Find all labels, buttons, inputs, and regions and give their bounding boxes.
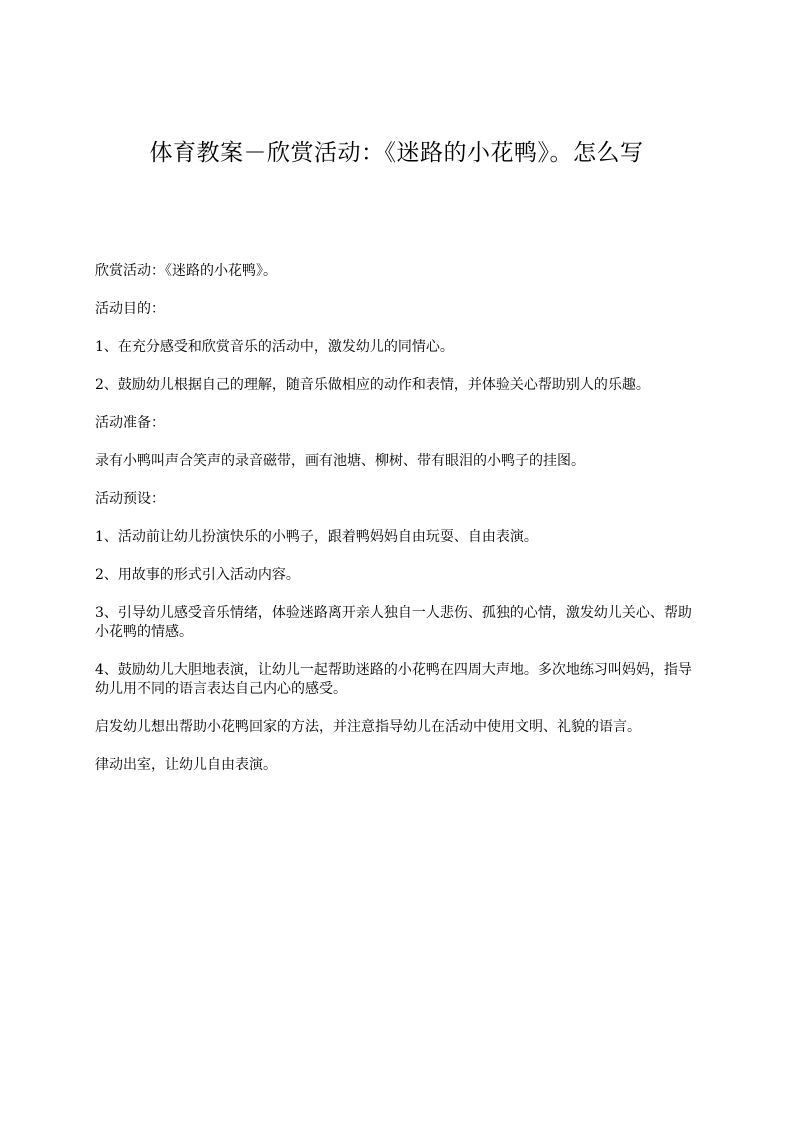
heading-preparation: 活动准备：	[95, 415, 165, 431]
heading-plan: 活动预设：	[95, 491, 165, 507]
document-title: 体育教案－欣赏活动：《迷路的小花鸭》。怎么写	[149, 140, 644, 166]
plan-item-5: 启发幼儿想出帮助小花鸭回家的方法，并注意指导幼儿在活动中使用文明、礼貌的语言。	[95, 719, 641, 735]
document-body	[95, 262, 705, 794]
preparation-text: 录有小鸭叫声合笑声的录音磁带，画有池塘、柳树、带有眼泪的小鸭子的挂图。	[95, 453, 585, 469]
paragraph-intro: 欣赏活动：《迷路的小花鸭》。	[95, 263, 277, 279]
plan-item-4: 4、鼓励幼儿大胆地表演，让幼儿一起帮助迷路的小花鸭在四周大声地。多次地练习叫妈妈，指导幼儿用不同的语言表达自己内心的感受。	[95, 662, 692, 697]
closing-text: 律动出室，让幼儿自由表演。	[95, 757, 277, 773]
goal-item-2: 2、鼓励幼儿根据自己的理解，随音乐做相应的动作和表情，并体验关心帮助别人的乐趣。	[95, 377, 650, 393]
heading-goals: 活动目的：	[95, 301, 165, 317]
plan-item-2: 2、用故事的形式引入活动内容。	[95, 567, 300, 583]
plan-item-1: 1、活动前让幼儿扮演快乐的小鸭子，跟着鸭妈妈自由玩耍、自由表演。	[95, 529, 538, 545]
plan-item-3: 3、引导幼儿感受音乐情绪，体验迷路离开亲人独自一人悲伤、孤独的心情，激发幼儿关心、帮助小花鸭的情感。	[95, 605, 692, 640]
goal-item-1: 1、在充分感受和欣赏音乐的活动中，激发幼儿的同情心。	[95, 339, 454, 355]
